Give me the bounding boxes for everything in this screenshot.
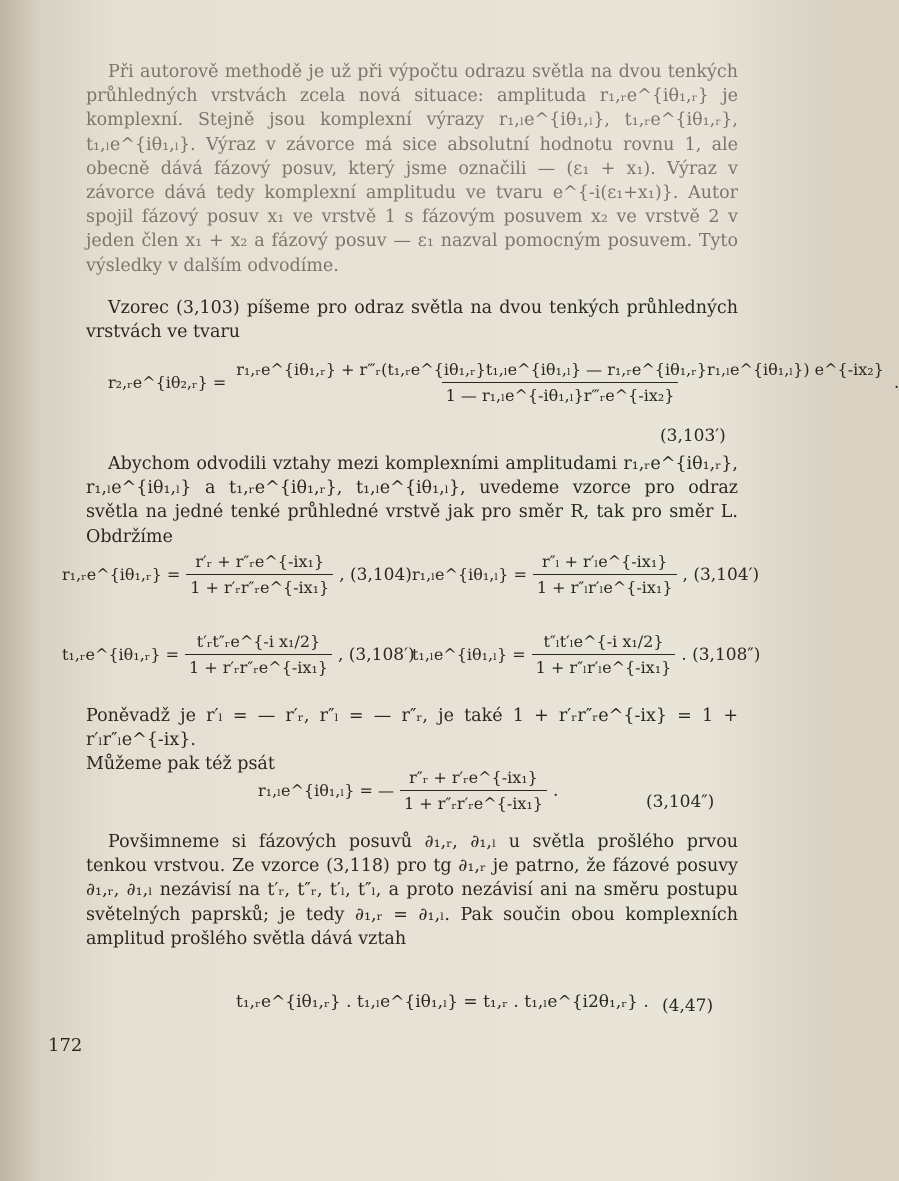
- equation-4-47: [236, 992, 649, 1012]
- equation-3-108pp: [412, 632, 760, 677]
- equation-number: , (3,108′): [337, 644, 415, 665]
- equation-denominator: 1 + r′ᵣr″ᵣe^{-ix₁}: [186, 574, 333, 597]
- equation-3-104pp: [258, 768, 558, 813]
- paragraph-2: Vzorec (3,103) píšeme pro odraz světla na dvou tenkých průhledných vrstvách ve tvaru: [86, 298, 738, 343]
- equation-numerator: t′ᵣt″ᵣe^{-i x₁/2}: [196, 632, 321, 651]
- equation-lhs: t₁,ᵣe^{iθ₁,ᵣ} =: [62, 645, 180, 664]
- equation-fraction: [533, 552, 677, 597]
- paragraph-3: Abychom odvodili vztahy mezi komplexními amplitudami r₁,ᵣe^{iθ₁,ᵣ}, r₁,ₗe^{iθ₁,ₗ} a t₁,ᵣe^{iθ₁,ᵣ}, t₁,ₗe^{iθ₁,ₗ}, uvedeme vzorce pro odraz světla na jedné tenké průhledné vrstvě jak pro směr R, tak pro směr L. Obdržíme: [86, 454, 738, 547]
- equation-lhs: r₂,ᵣe^{iθ₂,ᵣ} =: [108, 373, 227, 392]
- equation-number: , (3,104): [339, 564, 412, 585]
- equation-denominator: 1 + r′ᵣr″ᵣe^{-ix₁}: [185, 654, 332, 677]
- equation-3-104p: [412, 552, 759, 597]
- equation-numerator: r₁,ᵣe^{iθ₁,ᵣ} + r‴ᵣ(t₁,ᵣe^{iθ₁,ᵣ}t₁,ₗe^{iθ₁,ₗ} — r₁,ᵣe^{iθ₁,ᵣ}r₁,ₗe^{iθ₁,ₗ}) e^{-ix₂}: [236, 360, 884, 379]
- equation-lhs: t₁,ₗe^{iθ₁,ₗ} =: [412, 645, 526, 664]
- equation-3-108p: [62, 632, 415, 677]
- equation-denominator: 1 + r″ₗr′ₗe^{-ix₁}: [532, 654, 676, 677]
- equation-denominator: 1 + r″ᵣr′ᵣe^{-ix₁}: [400, 790, 547, 813]
- equation-number-3-104pp: (3,104″): [646, 792, 715, 812]
- equation-denominator: 1 — r₁,ₗe^{-iθ₁,ₗ}r‴ᵣe^{-ix₂}: [442, 382, 679, 405]
- paragraph-4: Poněvadž je r′ₗ = — r′ᵣ, r″ₗ = — r″ᵣ, je také 1 + r′ᵣr″ᵣe^{-ix} = 1 + r′ₗr″ₗe^{-ix}.: [86, 706, 738, 751]
- equation-lhs: r₁,ₗe^{iθ₁,ₗ} = —: [258, 781, 394, 800]
- equation-number-4-47: (4,47): [662, 996, 714, 1016]
- text-block-1: [86, 60, 738, 278]
- equation-number: , (3,104′): [682, 564, 760, 585]
- paragraph-5: Můžeme pak též psát: [86, 754, 275, 775]
- equation-numerator: t″ₗt′ₗe^{-i x₁/2}: [543, 632, 664, 651]
- equation-lhs: r₁,ₗe^{iθ₁,ₗ} =: [412, 565, 527, 584]
- equation-3-103p: [108, 360, 899, 405]
- equation-fraction: [400, 768, 547, 813]
- equation-number-3-103p: (3,103′): [660, 426, 726, 446]
- page-number: 172: [48, 1035, 83, 1056]
- equation-numerator: r″ₗ + r′ₗe^{-ix₁}: [541, 552, 668, 571]
- text-block-5: [86, 830, 738, 951]
- equation-numerator: r″ᵣ + r′ᵣe^{-ix₁}: [409, 768, 538, 787]
- equation-number: . (3,108″): [681, 644, 761, 665]
- equation-fraction: [532, 632, 676, 677]
- paragraph-6: Povšimneme si fázových posuvů ∂₁,ᵣ, ∂₁,ₗ u světla prošlého prvou tenkou vrstvou. Ze vzorce (3,118) pro tg ∂₁,ᵣ je patrno, že fázové posuvy ∂₁,ᵣ, ∂₁,ₗ nezávisí na t′ᵣ, t″ᵣ, t′ₗ, t″ₗ, a proto nezávisí ani na směru postupu světelných paprsků; je tedy ∂₁,ᵣ = ∂₁,ₗ. Pak součin obou komplexních amplitud prošlého světla dává vztah: [86, 832, 738, 949]
- equation-denominator: 1 + r″ₗr′ₗe^{-ix₁}: [533, 574, 677, 597]
- equation-numerator: r′ᵣ + r″ᵣe^{-ix₁}: [195, 552, 325, 571]
- text-block-2: [86, 296, 738, 344]
- text-block-4: [86, 704, 738, 777]
- equation-trail: .: [893, 372, 899, 393]
- equation-trail: .: [552, 780, 559, 801]
- equation-body: t₁,ᵣe^{iθ₁,ᵣ} . t₁,ₗe^{iθ₁,ₗ} = t₁,ᵣ . t₁,ₗe^{i2θ₁,ᵣ} .: [236, 992, 649, 1012]
- equation-lhs: r₁,ᵣe^{iθ₁,ᵣ} =: [62, 565, 181, 584]
- equation-fraction: [232, 360, 888, 405]
- paragraph-1: Při autorově methodě je už při výpočtu odrazu světla na dvou tenkých průhledných vrstvách zcela nová situace: amplituda r₁,ᵣe^{iθ₁,ᵣ} je komplexní. Stejně jsou komplexní výrazy r₁,ₗe^{iθ₁,ₗ}, t₁,ᵣe^{iθ₁,ᵣ}, t₁,ₗe^{iθ₁,ₗ}. Výraz v závorce má sice absolutní hodnotu rovnu 1, ale obecně dává fázový posuv, který jsme označili — (ε₁ + x₁). Výraz v závorce dává tedy komplexní amplitudu ve tvaru e^{-i(ε₁+x₁)}. Autor spojil fázový posuv x₁ ve vrstvě 1 s fázovým posuvem x₂ ve vrstvě 2 v jeden člen x₁ + x₂ a fázový posuv — ε₁ nazval pomocným posuvem. Tyto výsledky v dalším odvodíme.: [86, 62, 738, 276]
- equation-fraction: [185, 632, 332, 677]
- text-block-3: [86, 452, 738, 549]
- equation-fraction: [186, 552, 333, 597]
- equation-3-104: [62, 552, 412, 597]
